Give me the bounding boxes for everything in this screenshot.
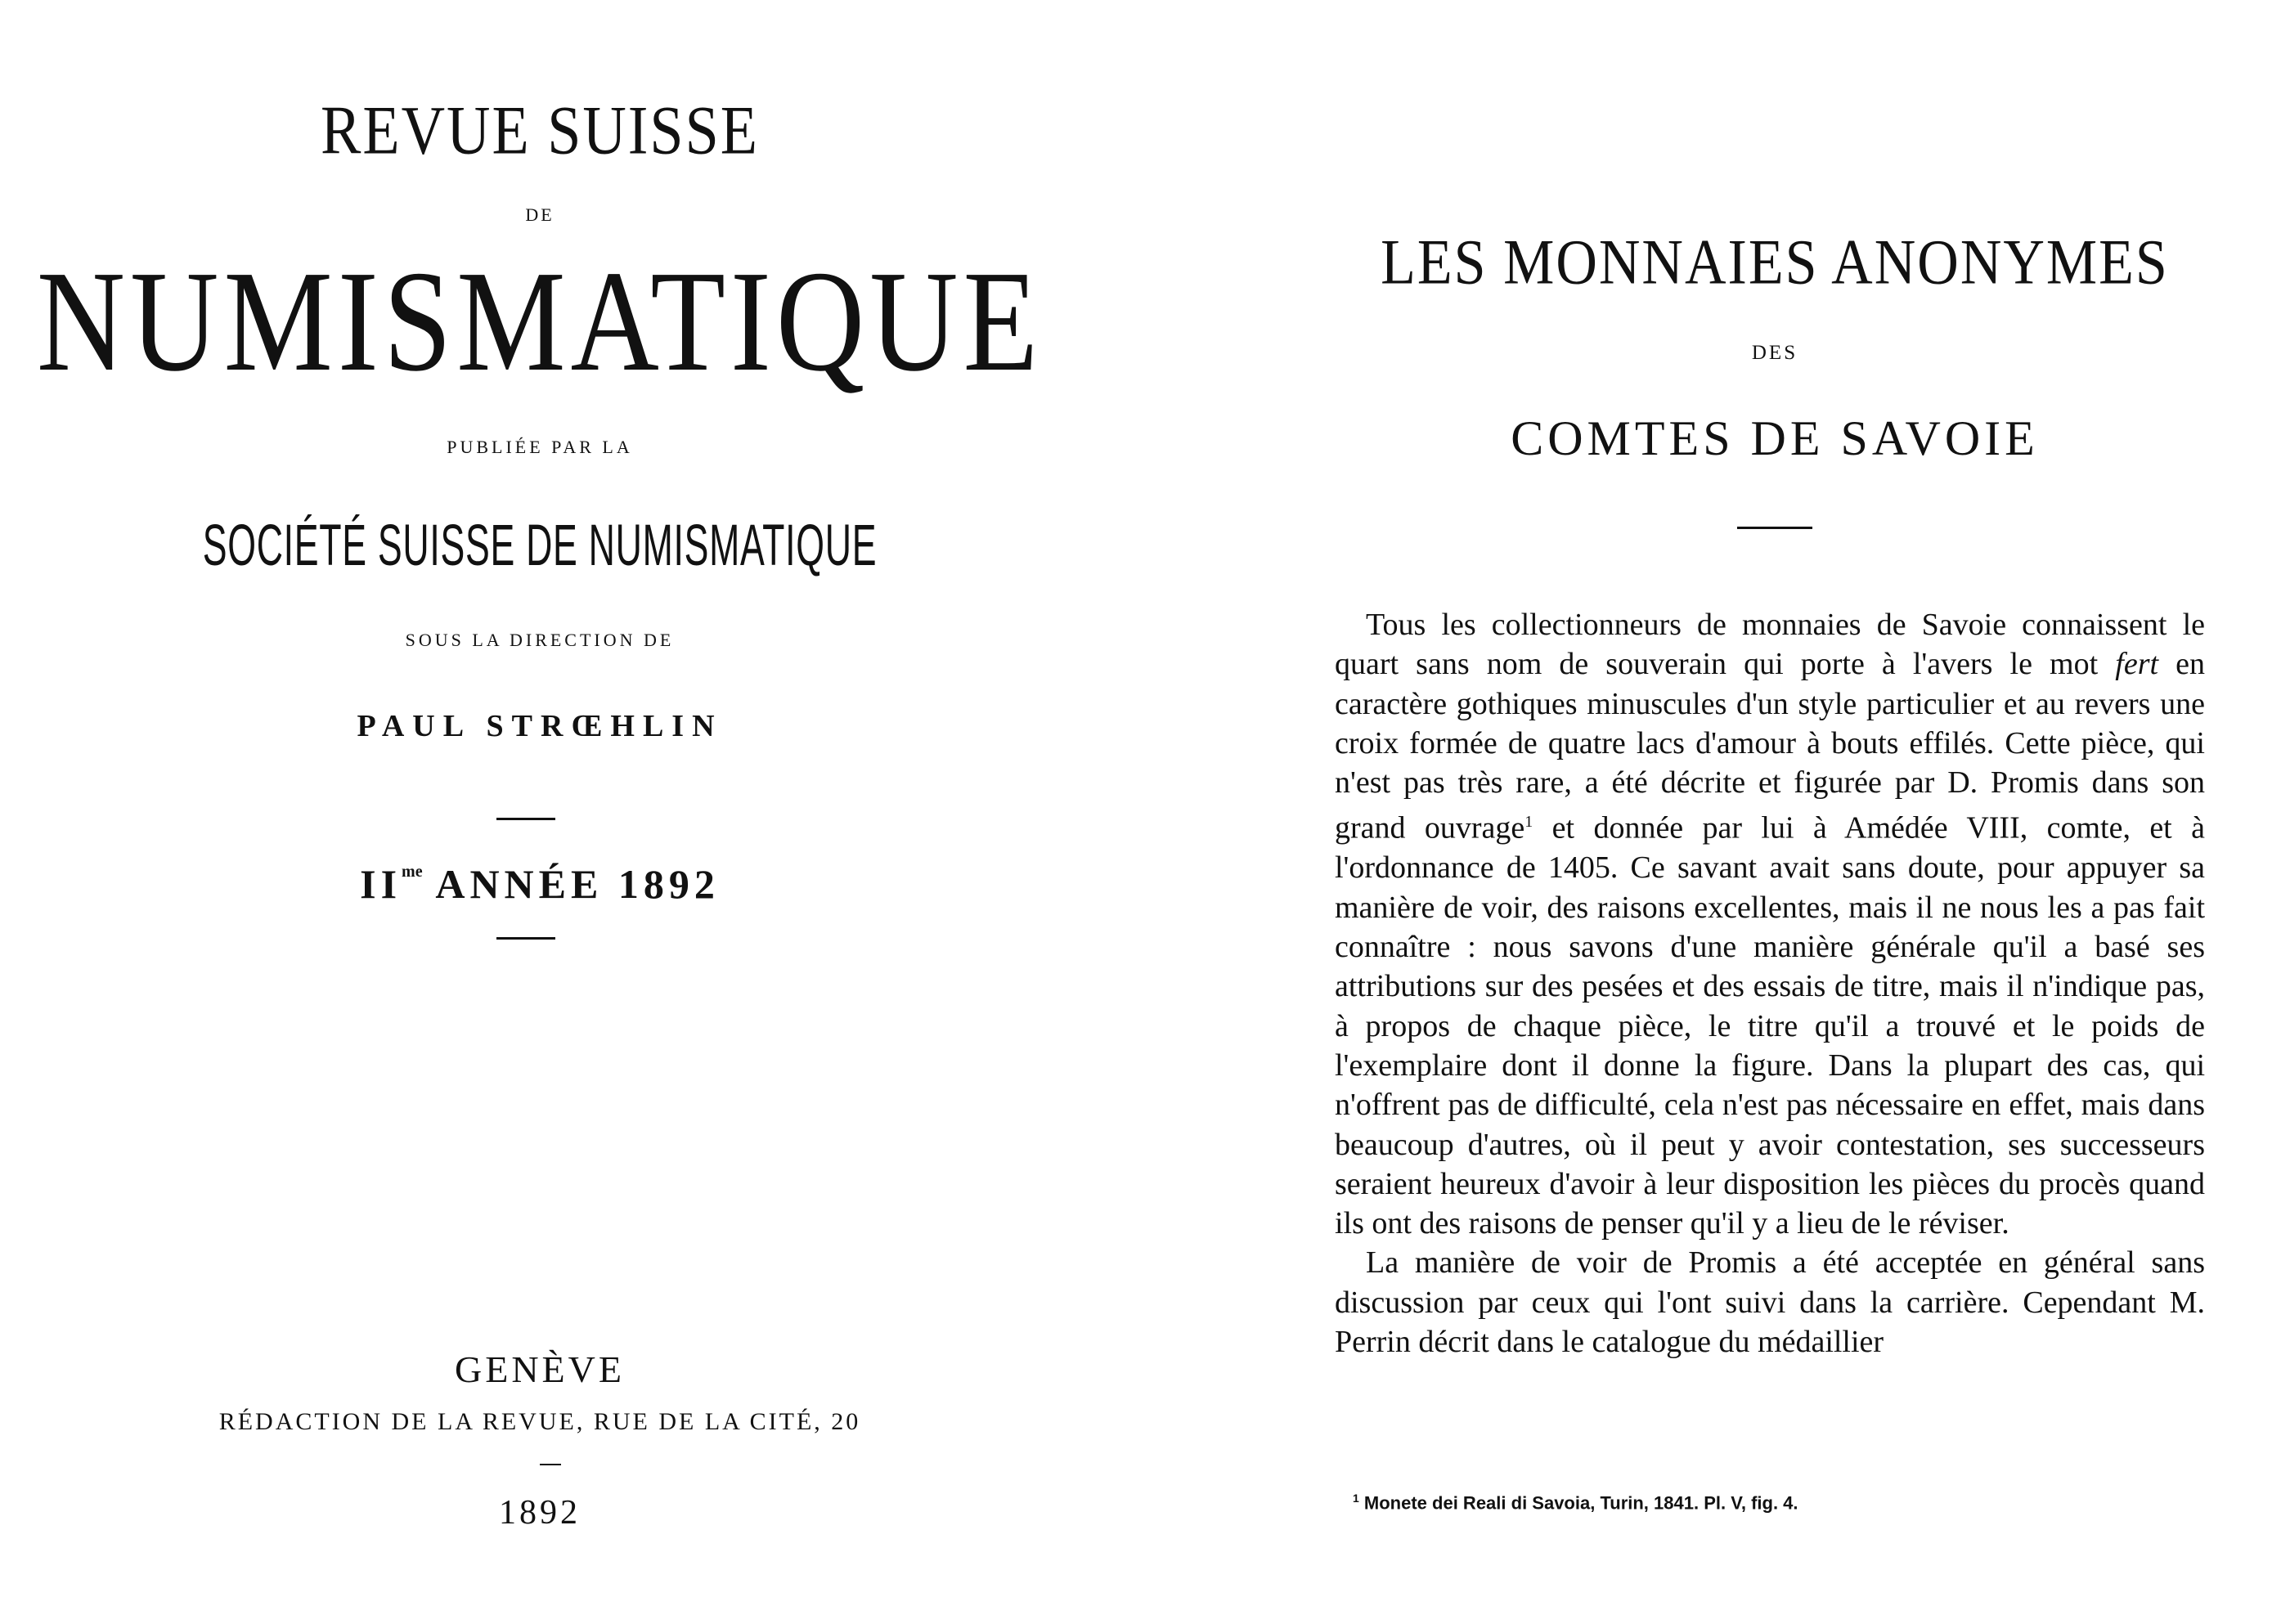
paragraph-text: et donnée par lui à Amédée VIII, comte, et à l'ordonnance de 1405. Ce savant avait sans doute, pour appuyer sa manière de voir, des raisons excellentes, mais il ne nous les a pas fait connaître : nous savons d'une manière générale qu'il a basé ses attributions sur des pesées et des essais de titre, mais il n'indique pas, à propos de chaque pièce, le titre qu'il a trouvé et le poids de l'exemplaire dont il donne la figure. Dans la plupart des cas, qui n'offrent pas de difficulté, cela n'est pas nécessaire en effet, mais dans beaucoup d'autres, où il peut y avoir contestation, ses successeurs seraient heureux d'avoir à leur disposition les pièces du procès quand ils ont des raisons de penser qu'il y a lieu de le réviser. <box>1335 811 2205 1241</box>
director-name: PAUL STRŒHLIN <box>357 709 723 743</box>
article-page <box>1260 0 2290 1624</box>
published-by-label: PUBLIÉE PAR LA <box>447 437 633 457</box>
title-page <box>0 0 1080 1624</box>
publication-address: RÉDACTION DE LA REVUE, RUE DE LA CITÉ, 20 <box>218 1408 861 1435</box>
year-roman: II <box>360 861 402 907</box>
footnote-text: Monete dei Reali di Savoia, Turin, 1841. Pl. V, fig. 4. <box>1363 1492 1798 1514</box>
des-label: DES <box>1751 342 1798 364</box>
year-sup: me <box>402 863 423 881</box>
volume-year <box>0 860 1080 908</box>
publication-city: GENÈVE <box>455 1348 625 1390</box>
paragraph: La manière de voir de Promis a été acceptée en général sans discussion par ceux qui l'ont suivi dans la carrière. Cependant M. Perrin décrit dans le catalogue du médaillier <box>1335 1245 2205 1359</box>
article-subtitle: COMTES DE SAVOIE <box>1511 411 2039 465</box>
divider-rule <box>496 937 555 940</box>
footnote-marker: 1 <box>1353 1492 1359 1505</box>
year-text: ANNÉE 1892 <box>435 861 720 907</box>
divider-rule <box>540 1464 561 1465</box>
paragraph-text: en caractère gothiques minuscules d'un style particulier et au revers une croix formée de quatre lacs d'amour à bouts effilés. Cette pièce, qui n'est pas très rare, a été décrite et figurée par D. Promis dans son grand ouvrage <box>1335 647 2206 846</box>
journal-title-line2: NUMISMATIQUE <box>36 241 1044 402</box>
publication-year: 1892 <box>499 1494 581 1532</box>
under-direction-label: SOUS LA DIRECTION DE <box>405 630 675 650</box>
paragraph-text: Tous les collectionneurs de monnaies de Savoie connaissent le quart sans nom de souverain qui porte à l'avers le mot <box>1335 608 2205 682</box>
society-name: SOCIÉTÉ SUISSE DE NUMISMATIQUE <box>202 513 878 579</box>
italic-word: fert <box>2115 647 2159 682</box>
de-label: DE <box>525 204 555 225</box>
divider-rule <box>1737 527 1812 529</box>
footnote-marker: 1 <box>1524 813 1533 832</box>
footnote <box>1353 1492 1798 1514</box>
paragraph <box>1335 605 2205 1243</box>
article-body <box>1335 605 2205 1362</box>
article-title: LES MONNAIES ANONYMES <box>1381 227 2169 298</box>
divider-rule <box>496 818 555 820</box>
journal-title-line1: REVUE SUISSE <box>321 92 759 170</box>
